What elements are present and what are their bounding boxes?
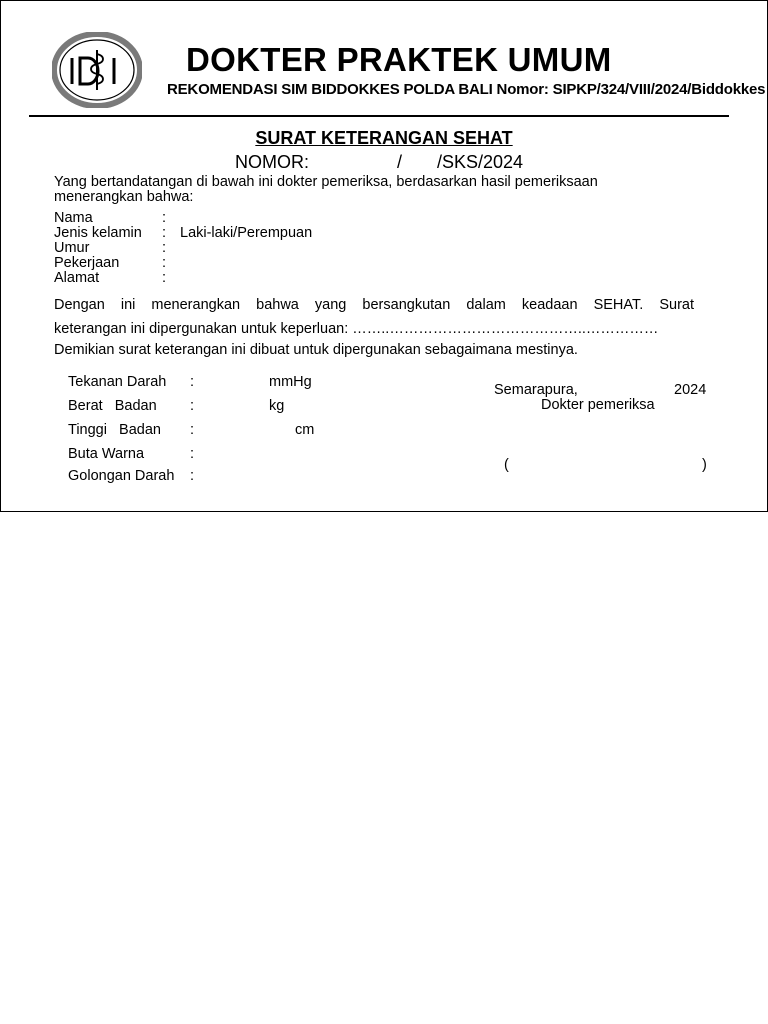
- measure-colon: :: [190, 398, 195, 414]
- field-colon: :: [162, 210, 167, 226]
- field-colon: :: [162, 240, 167, 256]
- closing-statement: Demikian surat keterangan ini dibuat untuk dipergunakan sebagaimana mestinya.: [54, 342, 578, 358]
- field-colon: :: [162, 270, 167, 286]
- measure-colon: :: [190, 468, 195, 484]
- signature-city: Semarapura,: [494, 382, 578, 398]
- field-label-alamat: Alamat: [54, 270, 100, 286]
- signature-year: 2024: [674, 382, 707, 398]
- signature-open-paren: (: [504, 457, 509, 473]
- nomor-suffix: /SKS/2024: [437, 152, 524, 172]
- measure-label-tekanan-darah: Tekanan Darah: [68, 374, 167, 390]
- signature-close-paren: ): [702, 457, 707, 473]
- field-label-nama: Nama: [54, 210, 93, 226]
- field-value-jenis-kelamin: Laki-laki/Perempuan: [180, 225, 313, 241]
- nomor-separator: /: [397, 152, 403, 172]
- measure-label-golongan-darah: Golongan Darah: [68, 468, 175, 484]
- field-colon: :: [162, 225, 167, 241]
- document-title: SURAT KETERANGAN SEHAT: [255, 128, 513, 148]
- measure-unit-cm: cm: [295, 422, 315, 438]
- intro-line-1: Yang bertandatangan di bawah ini dokter pemeriksa, berdasarkan hasil pemeriksaan: [54, 174, 598, 190]
- field-label-pekerjaan: Pekerjaan: [54, 255, 120, 271]
- header-divider: [29, 115, 729, 117]
- signature-role: Dokter pemeriksa: [541, 397, 655, 413]
- measure-label-berat-badan: Berat Badan: [68, 398, 157, 414]
- intro-line-2: menerangkan bahwa:: [54, 189, 194, 205]
- page-title: DOKTER PRAKTEK UMUM: [186, 41, 612, 78]
- measure-unit-mmhg: mmHg: [269, 374, 312, 390]
- idi-logo: [52, 32, 142, 108]
- field-label-jenis-kelamin: Jenis kelamin: [54, 225, 142, 241]
- statement-line-2: keterangan ini dipergunakan untuk keperluan: ……..…………………………………..……………: [54, 321, 659, 337]
- nomor-label: NOMOR:: [235, 152, 309, 172]
- measure-colon: :: [190, 374, 195, 390]
- measure-colon: :: [190, 446, 195, 462]
- measure-colon: :: [190, 422, 195, 438]
- license-subtitle: REKOMENDASI SIM BIDDOKKES POLDA BALI Nomor: SIPKP/324/VIII/2024/Biddokkes: [167, 81, 766, 98]
- measure-label-tinggi-badan: Tinggi Badan: [68, 422, 161, 438]
- measure-label-buta-warna: Buta Warna: [68, 446, 145, 462]
- statement-line-1: Dengan ini menerangkan bahwa yang bersangkutan dalam keadaan SEHAT. Surat: [54, 297, 694, 313]
- field-colon: :: [162, 255, 167, 271]
- field-label-umur: Umur: [54, 240, 90, 256]
- measure-unit-kg: kg: [269, 398, 285, 414]
- svg-text:IDI: IDI: [96, 77, 98, 78]
